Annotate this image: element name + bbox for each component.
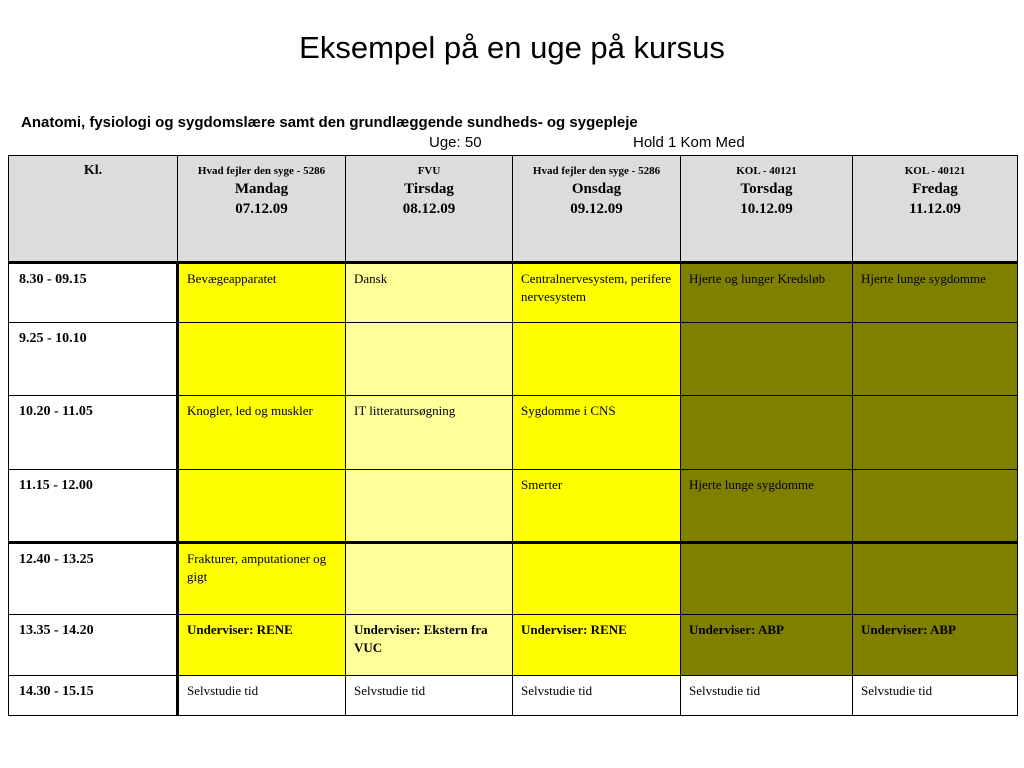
hold-label: Hold 1 Kom Med xyxy=(633,134,745,151)
schedule-cell: Frakturer, amputationer og gigt xyxy=(178,543,346,615)
schedule-cell: Hjerte og lunger Kredsløb xyxy=(681,263,853,323)
header-day: Mandag xyxy=(234,181,289,197)
header-date: 08.12.09 xyxy=(402,201,456,217)
table-row xyxy=(9,615,1018,676)
schedule-cell xyxy=(681,543,853,615)
schedule-cell xyxy=(513,543,681,615)
page-title: Eksempel på en uge på kursus xyxy=(299,30,725,65)
schedule-cell: Bevægeapparatet xyxy=(178,263,346,323)
schedule-cell xyxy=(681,396,853,470)
header-course: KOL - 40121 xyxy=(736,165,797,177)
schedule-cell: Sygdomme i CNS xyxy=(513,396,681,470)
header-thursday xyxy=(681,156,853,263)
schedule-cell xyxy=(853,470,1018,543)
header-tuesday xyxy=(346,156,513,263)
header-row xyxy=(9,156,1018,263)
header-day: Fredag xyxy=(912,181,958,197)
header-course: Hvad fejler den syge - 5286 xyxy=(197,165,326,177)
schedule-cell xyxy=(681,323,853,396)
schedule-cell xyxy=(346,543,513,615)
schedule-cell: Smerter xyxy=(513,470,681,543)
week-label: Uge: 50 xyxy=(429,134,482,151)
schedule-cell xyxy=(853,543,1018,615)
schedule-cell: Selvstudie tid xyxy=(346,676,513,716)
table-row xyxy=(9,323,1018,396)
schedule-cell: Centralnervesystem, perifere nervesystem xyxy=(513,263,681,323)
schedule-cell: Selvstudie tid xyxy=(681,676,853,716)
table-row xyxy=(9,543,1018,615)
header-date: 07.12.09 xyxy=(235,201,288,217)
schedule-table xyxy=(8,155,1018,716)
header-date: 10.12.09 xyxy=(740,201,793,217)
table-row xyxy=(9,263,1018,323)
schedule-cell: IT litteratursøgning xyxy=(346,396,513,470)
header-date: 11.12.09 xyxy=(909,201,961,217)
schedule-cell: Dansk xyxy=(346,263,513,323)
schedule-cell: Hjerte lunge sygdomme xyxy=(681,470,853,543)
schedule-cell: Underviser: Ekstern fra VUC xyxy=(346,615,513,676)
header-kl: Kl. xyxy=(9,156,178,263)
schedule-cell: Selvstudie tid xyxy=(513,676,681,716)
schedule-cell: Underviser: RENE xyxy=(513,615,681,676)
schedule-cell: Underviser: ABP xyxy=(853,615,1018,676)
header-day: Onsdag xyxy=(571,181,622,197)
schedule-cell xyxy=(853,396,1018,470)
table-row xyxy=(9,470,1018,543)
header-day: Tirsdag xyxy=(404,181,454,197)
header-wednesday xyxy=(513,156,681,263)
schedule-cell: Hjerte lunge sygdomme xyxy=(853,263,1018,323)
time-slot: 13.35 - 14.20 xyxy=(9,615,178,676)
schedule-cell xyxy=(853,323,1018,396)
schedule-cell: Knogler, led og muskler xyxy=(178,396,346,470)
schedule-cell: Underviser: ABP xyxy=(681,615,853,676)
schedule-cell xyxy=(178,323,346,396)
time-slot: 12.40 - 13.25 xyxy=(9,543,178,615)
header-course: KOL - 40121 xyxy=(904,165,966,177)
header-course: Hvad fejler den syge - 5286 xyxy=(532,165,661,177)
header-course: FVU xyxy=(417,165,441,177)
schedule-cell xyxy=(513,323,681,396)
schedule-cell xyxy=(178,470,346,543)
schedule-cell xyxy=(346,323,513,396)
schedule-cell: Underviser: RENE xyxy=(178,615,346,676)
course-subtitle: Anatomi, fysiologi og sygdomslære samt den grundlæggende sundheds- og sygepleje xyxy=(21,114,638,131)
time-slot: 9.25 - 10.10 xyxy=(9,323,178,396)
header-day: Torsdag xyxy=(740,181,793,197)
schedule-cell: Selvstudie tid xyxy=(178,676,346,716)
time-slot: 11.15 - 12.00 xyxy=(9,470,178,543)
time-slot: 8.30 - 09.15 xyxy=(9,263,178,323)
header-friday xyxy=(853,156,1018,263)
table-row xyxy=(9,676,1018,716)
time-slot: 10.20 - 11.05 xyxy=(9,396,178,470)
time-slot: 14.30 - 15.15 xyxy=(9,676,178,716)
table-row xyxy=(9,396,1018,470)
schedule-cell: Selvstudie tid xyxy=(853,676,1018,716)
schedule-cell xyxy=(346,470,513,543)
header-monday xyxy=(178,156,346,263)
header-date: 09.12.09 xyxy=(570,201,623,217)
